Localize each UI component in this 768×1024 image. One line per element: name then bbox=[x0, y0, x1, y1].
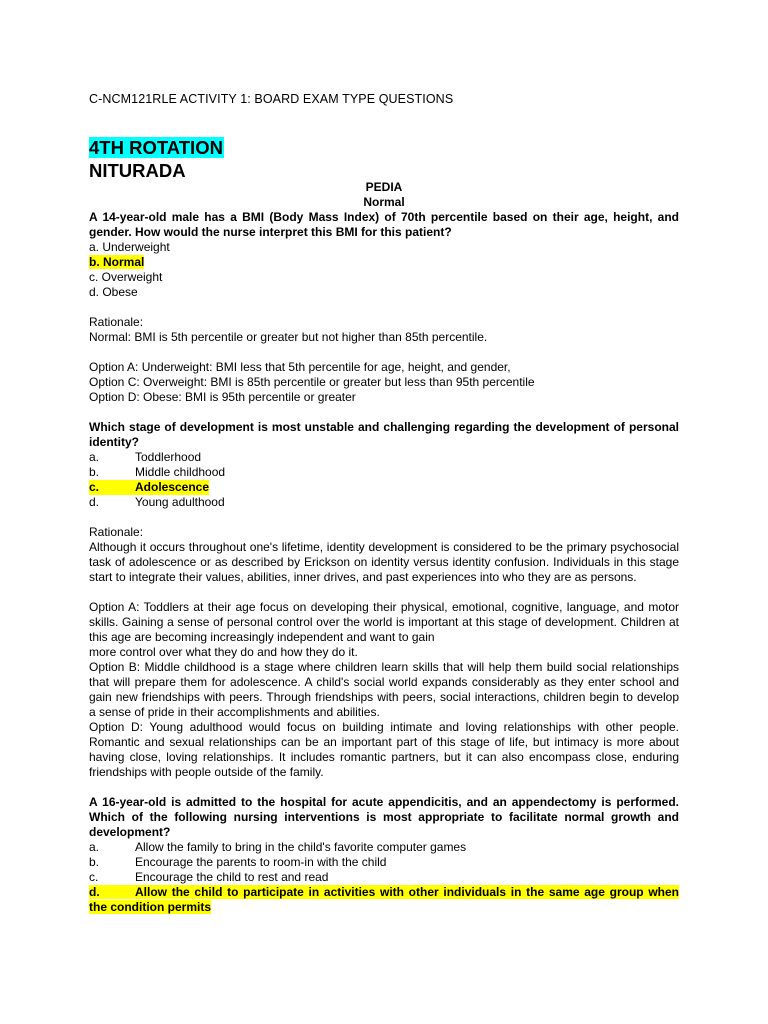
q2-option-c bbox=[89, 480, 679, 495]
q2-rationale-label: Rationale: bbox=[89, 525, 144, 539]
topic-heading: Normal bbox=[363, 195, 405, 209]
rotation-heading bbox=[89, 137, 224, 159]
q1-option-c: c. Overweight bbox=[89, 270, 163, 284]
option-letter: d. bbox=[89, 885, 100, 899]
q3-answer-highlight bbox=[89, 885, 679, 914]
q2-option-b bbox=[89, 465, 679, 480]
option-letter: c. bbox=[89, 870, 99, 884]
rotation-text: 4TH ROTATION bbox=[89, 137, 223, 158]
option-text: Toddlerhood bbox=[135, 450, 202, 464]
q1-answer-highlight: b. Normal bbox=[89, 255, 145, 269]
question-1: A 14-year-old male has a BMI (Body Mass Index) of 70th percentile based on their age, height, and gender. How would the nurse interpret this BMI for this patient? bbox=[89, 210, 679, 239]
q1-rationale-label: Rationale: bbox=[89, 315, 144, 329]
option-text: Encourage the parents to room-in with the child bbox=[135, 855, 387, 869]
student-name: NITURADA bbox=[89, 160, 186, 181]
q1-explanation-d: Option D: Obese: BMI is 95th percentile or greater bbox=[89, 390, 356, 404]
q2-answer-highlight bbox=[89, 480, 209, 495]
option-text: Young adulthood bbox=[135, 495, 225, 509]
q1-explanation-c: Option C: Overweight: BMI is 85th percentile or greater but less than 95th percentile bbox=[89, 375, 535, 389]
q2-explanation-b: Option B: Middle childhood is a stage where children learn skills that will help them build social relationships that will prepare them for adolescence. A child's social world expands considerably as they enter school and gain new friendships with peers. Through friendships with peers, social interactions, children begin to develop a sense of pride in their accomplishments and abilities. bbox=[89, 660, 679, 719]
q2-explanation-a: Option A: Toddlers at their age focus on developing their physical, emotional, cognitive, language, and motor skills. Gaining a sense of personal control over the world is important at this stage of development. Children at this age are becoming increasingly independent and want to gain bbox=[89, 600, 679, 644]
option-letter: b. bbox=[89, 465, 100, 479]
q3-option-b bbox=[89, 855, 679, 870]
option-letter: c. bbox=[89, 480, 100, 494]
q2-option-a bbox=[89, 450, 679, 465]
q3-option-a bbox=[89, 840, 679, 855]
q3-option-d bbox=[89, 885, 679, 915]
option-letter: a. bbox=[89, 450, 100, 464]
q2-explanation-a-cont: more control over what they do and how they do it. bbox=[89, 645, 358, 659]
q1-option-b bbox=[89, 255, 679, 270]
q3-option-c bbox=[89, 870, 679, 885]
q1-explanation-a: Option A: Underweight: BMI less that 5th percentile for age, height, and gender, bbox=[89, 360, 511, 374]
question-3: A 16-year-old is admitted to the hospital for acute appendicitis, and an appendectomy is performed. Which of the following nursing interventions is most appropriate to facilitate normal growth and development? bbox=[89, 795, 679, 839]
q1-rationale: Normal: BMI is 5th percentile or greater but not higher than 85th percentile. bbox=[89, 330, 488, 344]
option-text: Adolescence bbox=[135, 480, 210, 494]
option-text: Allow the child to participate in activities with other individuals in the same age group when the condition permits bbox=[89, 885, 679, 914]
option-letter: d. bbox=[89, 495, 100, 509]
q1-option-a: a. Underweight bbox=[89, 240, 170, 254]
question-2: Which stage of development is most unstable and challenging regarding the development of personal identity? bbox=[89, 420, 679, 449]
option-letter: a. bbox=[89, 840, 100, 854]
q1-option-d: d. Obese bbox=[89, 285, 138, 299]
option-text: Middle childhood bbox=[135, 465, 226, 479]
q2-rationale: Although it occurs throughout one's lifetime, identity development is considered to be the primary psychosocial task of adolescence or as described by Erickson on identity versus identity confusion. Individuals in this stage start to integrate their values, abilities, inner drives, and past experiences into who they are as persons. bbox=[89, 540, 679, 584]
subject-heading: PEDIA bbox=[365, 180, 403, 194]
option-letter: b. bbox=[89, 855, 100, 869]
option-text: Allow the family to bring in the child's favorite computer games bbox=[135, 840, 467, 854]
option-text: Encourage the child to rest and read bbox=[135, 870, 329, 884]
q2-option-d bbox=[89, 495, 679, 510]
document-title: C-NCM121RLE ACTIVITY 1: BOARD EXAM TYPE QUESTIONS bbox=[89, 92, 454, 106]
q2-explanation-d: Option D: Young adulthood would focus on building intimate and loving relationships with other people. Romantic and sexual relationships can be an important part of this stage of life, but intimacy is more about having close, loving relationships. It includes romantic partners, but it can also encompass close, enduring friendships with people outside of the family. bbox=[89, 720, 679, 779]
document-content bbox=[89, 180, 679, 915]
